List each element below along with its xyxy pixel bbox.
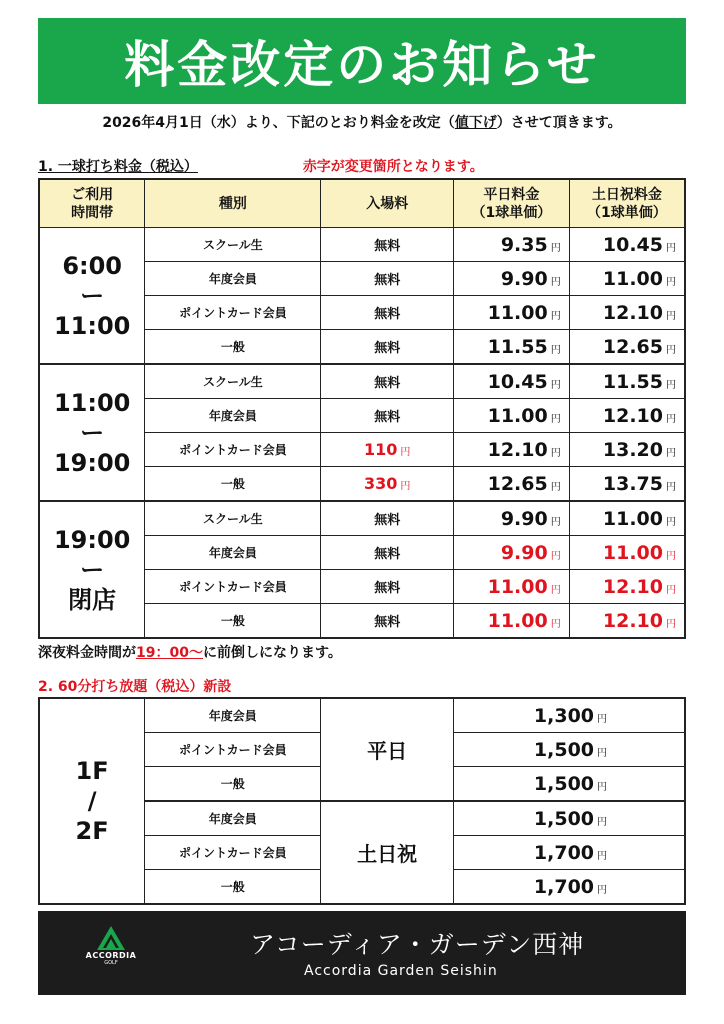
kind-cell: 一般 [145,870,321,905]
weekday-price-cell: 11.55 円 [453,330,569,365]
header-entry: 入場料 [321,179,453,228]
kind-cell: 一般 [145,330,321,365]
table-row [39,698,685,733]
per-ball-price-table [38,178,686,639]
kind-cell: 一般 [145,467,321,502]
weekend-price-cell-changed: 11.00 円 [569,536,685,570]
table-row [39,364,685,399]
title-banner [38,18,686,104]
header-kind: 種別 [145,179,321,228]
notice-text-after: ）させて頂きます。 [496,115,622,131]
table-header-row [39,179,685,228]
kind-cell: 一般 [145,604,321,639]
kind-cell: ポイントカード会員 [145,570,321,604]
weekday-price-cell: 12.10 円 [453,433,569,467]
kind-cell: ポイントカード会員 [145,733,321,767]
section1-heading: 1. 一球打ち料金（税込） [38,159,198,175]
kind-cell: 年度会員 [145,698,321,733]
kind-cell: ポイントカード会員 [145,296,321,330]
plan-price-cell: 1,700 円 [453,836,685,870]
section2-heading: 2. 60分打ち放題（税込）新設 [38,679,232,695]
header-time: ご利用 時間帯 [39,179,145,228]
weekend-price-cell-changed: 12.10 円 [569,604,685,639]
kind-cell: ポイントカード会員 [145,836,321,870]
section1-header [38,156,484,176]
entry-fee-cell: 無料 [321,262,453,296]
entry-fee-cell-changed: 110 円 [321,433,453,467]
header-weekend: 土日祝料金 （1球単価） [569,179,685,228]
plan-price-cell: 1,500 円 [453,767,685,802]
plan-price-cell: 1,500 円 [453,733,685,767]
time-slot-evening: 19:00 ー 閉店 [39,501,145,638]
logo-subtext: GOLF [104,960,118,966]
weekday-price-cell: 10.45 円 [453,364,569,399]
kind-cell: 年度会員 [145,801,321,836]
weekend-price-cell: 11.00 円 [569,262,685,296]
page-title: 料金改定のお知らせ [124,36,600,94]
floor-cell: 1F / 2F [39,698,145,904]
entry-fee-cell: 無料 [321,570,453,604]
change-note: 赤字が変更箇所となります。 [302,159,484,175]
midnight-time: 19：00〜 [136,645,203,661]
weekday-price-cell-changed: 11.00 円 [453,570,569,604]
footer-bar [38,911,686,995]
entry-fee-cell: 無料 [321,536,453,570]
midnight-text-before: 深夜料金時間が [38,645,136,661]
entry-fee-cell: 無料 [321,604,453,639]
entry-fee-cell-changed: 330 円 [321,467,453,502]
weekend-price-cell: 12.65 円 [569,330,685,365]
plan-price-cell: 1,300 円 [453,698,685,733]
entry-fee-cell: 無料 [321,330,453,365]
weekend-price-cell: 13.75 円 [569,467,685,502]
kind-cell: 年度会員 [145,536,321,570]
weekday-price-cell: 11.00 円 [453,399,569,433]
kind-cell: スクール生 [145,364,321,399]
entry-fee-cell: 無料 [321,364,453,399]
weekday-price-cell: 11.00 円 [453,296,569,330]
header-weekday: 平日料金 （1球単価） [453,179,569,228]
notice-underlined: 値下げ [454,115,497,131]
midnight-text-after: に前倒しになります。 [202,645,342,661]
weekend-price-cell: 13.20 円 [569,433,685,467]
kind-cell: ポイントカード会員 [145,433,321,467]
accordia-mark-icon [96,925,126,951]
weekday-price-cell: 9.90 円 [453,501,569,536]
weekend-price-cell: 11.00 円 [569,501,685,536]
time-slot-daytime: 11:00 ー 19:00 [39,364,145,501]
kind-cell: 年度会員 [145,399,321,433]
entry-fee-cell: 無料 [321,296,453,330]
midnight-notice [38,642,342,662]
notice-text-before: 2026年4月1日（水）より、下記のとおり料金を改定（ [102,115,455,131]
kind-cell: 年度会員 [145,262,321,296]
weekend-price-cell: 12.10 円 [569,296,685,330]
day-weekend: 土日祝 [321,801,453,904]
shop-name-jp: アコーディア・ガーデン西神 [250,930,585,959]
kind-cell: スクール生 [145,228,321,262]
weekend-price-cell-changed: 12.10 円 [569,570,685,604]
kind-cell: スクール生 [145,501,321,536]
weekday-price-cell: 9.90 円 [453,262,569,296]
weekday-price-cell: 12.65 円 [453,467,569,502]
entry-fee-cell: 無料 [321,501,453,536]
accordia-logo [76,925,146,966]
hour-plan-table [38,697,686,905]
time-slot-morning: 6:00 ー 11:00 [39,228,145,365]
entry-fee-cell: 無料 [321,228,453,262]
entry-fee-cell: 無料 [321,399,453,433]
weekday-price-cell: 9.35 円 [453,228,569,262]
table-row [39,501,685,536]
weekday-price-cell-changed: 11.00 円 [453,604,569,639]
kind-cell: 一般 [145,767,321,802]
table-row [39,228,685,262]
plan-price-cell: 1,500 円 [453,801,685,836]
day-weekday: 平日 [321,698,453,801]
revision-notice [38,112,686,132]
weekend-price-cell: 10.45 円 [569,228,685,262]
weekday-price-cell-changed: 9.90 円 [453,536,569,570]
shop-name-en: Accordia Garden Seishin [304,963,498,979]
plan-price-cell: 1,700 円 [453,870,685,905]
logo-text: ACCORDIA [85,951,137,960]
weekend-price-cell: 11.55 円 [569,364,685,399]
weekend-price-cell: 12.10 円 [569,399,685,433]
